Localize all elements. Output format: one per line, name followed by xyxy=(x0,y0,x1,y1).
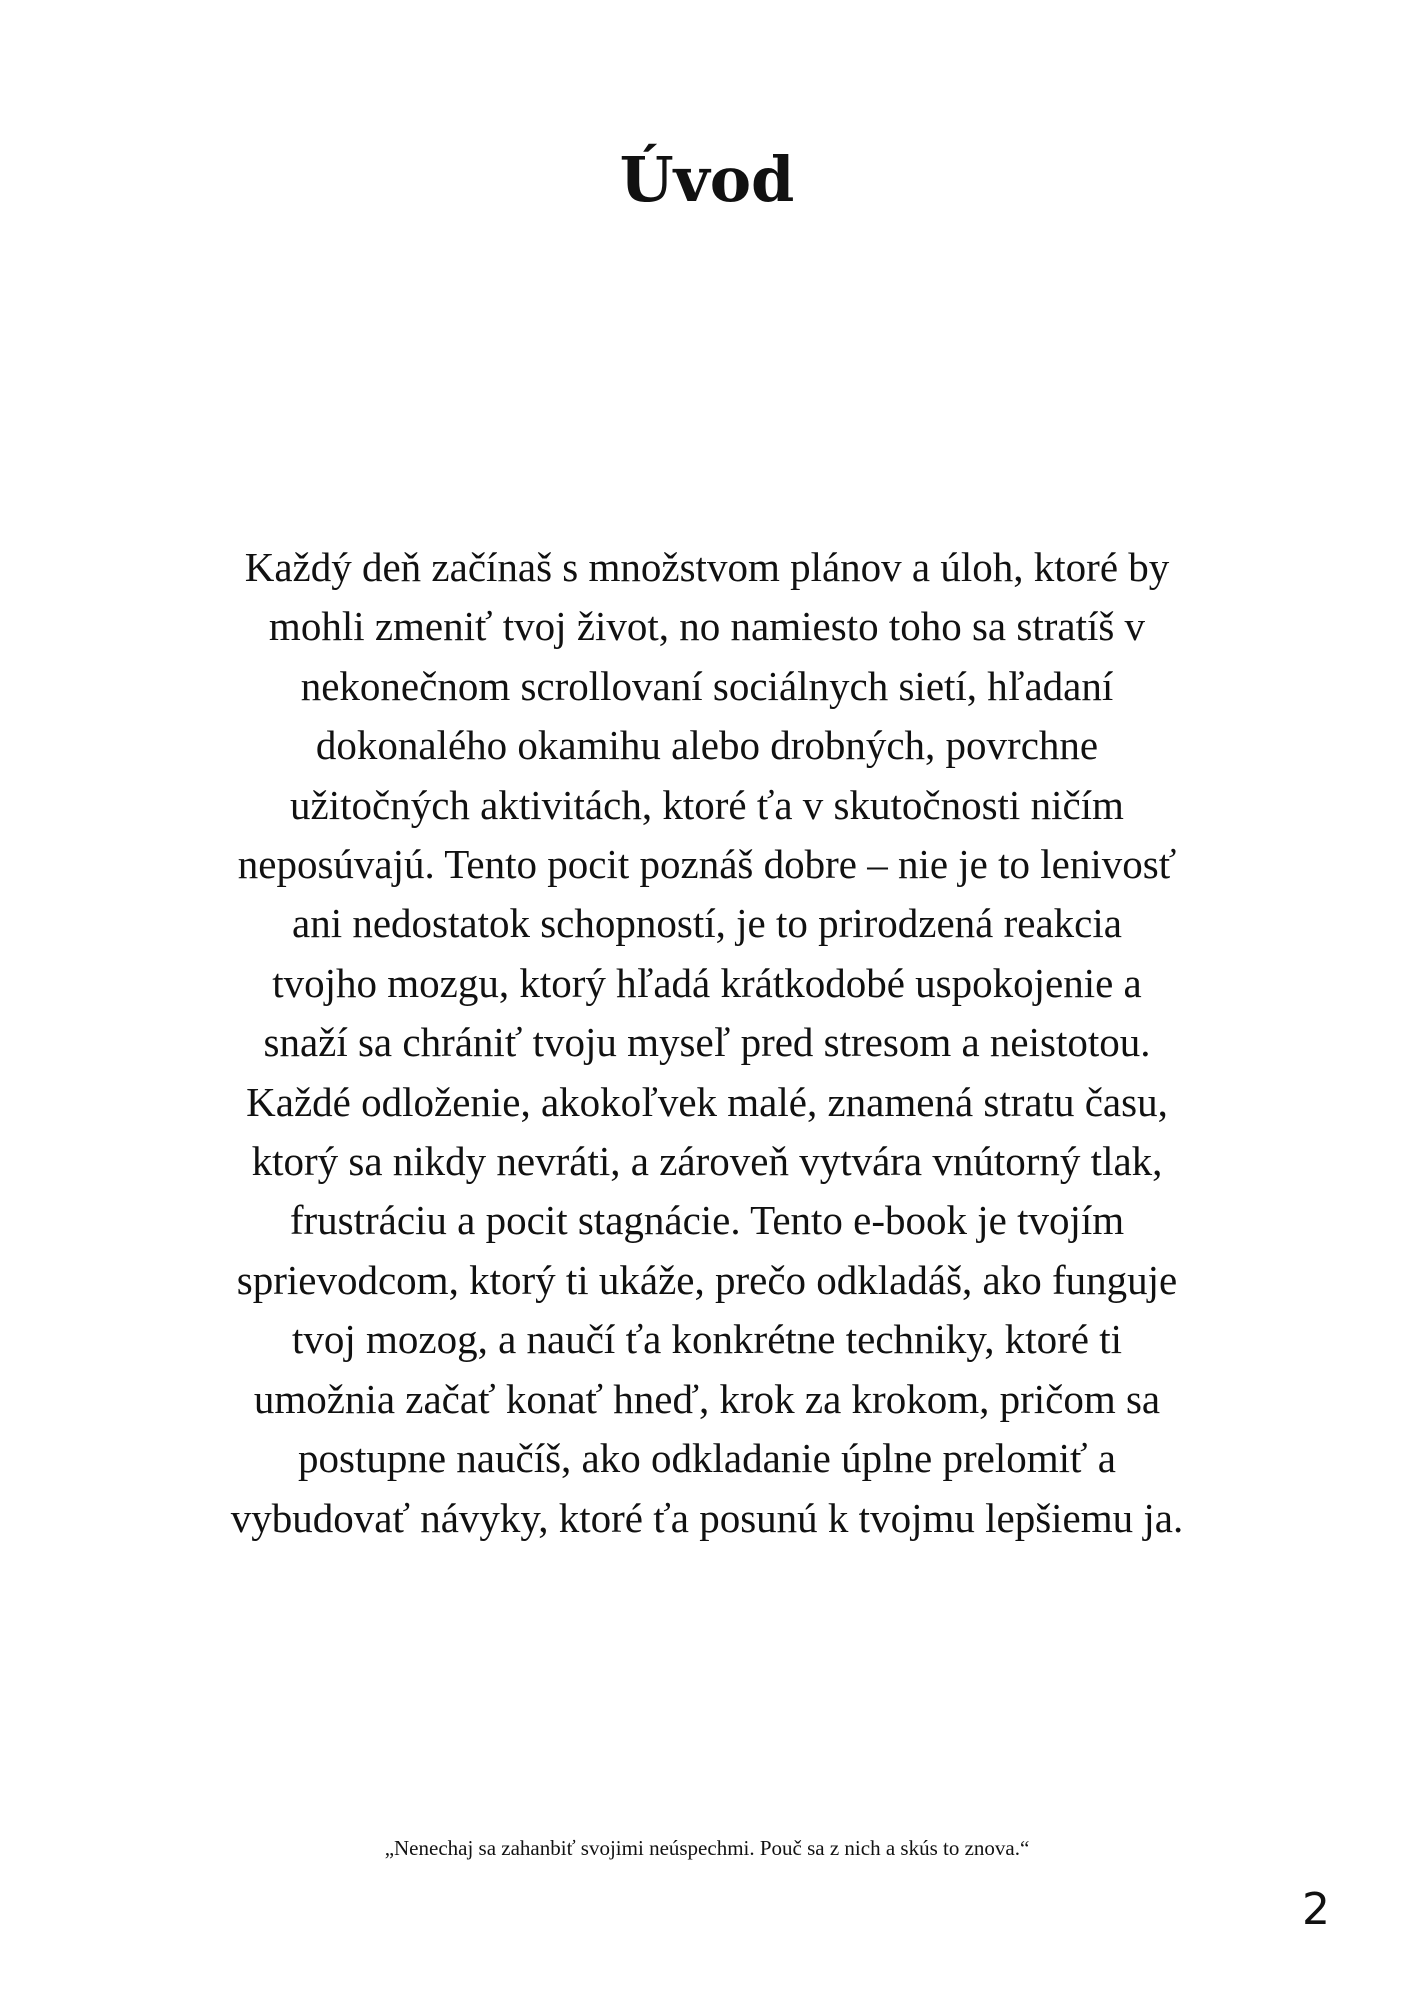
body-line: dokonalého okamihu alebo drobných, povrchne xyxy=(315,722,1099,769)
body-paragraph xyxy=(130,538,1284,1548)
body-line: ani nedostatok schopností, je to prirodzená reakcia xyxy=(292,900,1122,947)
body-line: tvoj mozog, a naučí ťa konkrétne techniky, ktoré ti xyxy=(291,1316,1123,1363)
body-line: neposúvajú. Tento pocit poznáš dobre – nie je to lenivosť xyxy=(237,841,1177,888)
body-line: ktorý sa nikdy nevráti, a zároveň vytvára vnútorný tlak, xyxy=(251,1138,1163,1185)
body-line: postupne naučíš, ako odkladanie úplne prelomiť a xyxy=(298,1435,1116,1482)
body-line: snaží sa chrániť tvoju myseľ pred stresom a neistotou. xyxy=(263,1019,1151,1066)
footer-quote: „Nenechaj sa zahanbiť svojimi neúspechmi. Pouč sa z nich a skús to znova.“ xyxy=(384,1836,1030,1860)
body-line: vybudovať návyky, ktoré ťa posunú k tvojmu lepšiemu ja. xyxy=(230,1494,1184,1541)
body-line: mohli zmeniť tvoj život, no namiesto toho sa stratíš v xyxy=(268,603,1146,650)
body-line: užitočných aktivitách, ktoré ťa v skutočnosti ničím xyxy=(290,781,1124,828)
body-line: Každé odloženie, akokoľvek malé, znamená stratu času, xyxy=(246,1078,1168,1125)
body-line: frustráciu a pocit stagnácie. Tento e-book je tvojím xyxy=(289,1197,1125,1244)
body-line: umožnia začať konať hneď, krok za krokom, pričom sa xyxy=(253,1375,1161,1422)
page-number: 2 xyxy=(1302,1884,1330,1935)
body-line: nekonečnom scrollovaní sociálnych sietí, hľadaní xyxy=(300,662,1114,709)
body-line: sprievodcom, ktorý ti ukáže, prečo odkladáš, ako funguje xyxy=(236,1256,1178,1303)
body-line: Každý deň začínaš s množstvom plánov a úloh, ktoré by xyxy=(244,544,1170,590)
body-line: tvojho mozgu, ktorý hľadá krátkodobé uspokojenie a xyxy=(272,959,1142,1006)
page-title: Úvod xyxy=(619,143,795,216)
